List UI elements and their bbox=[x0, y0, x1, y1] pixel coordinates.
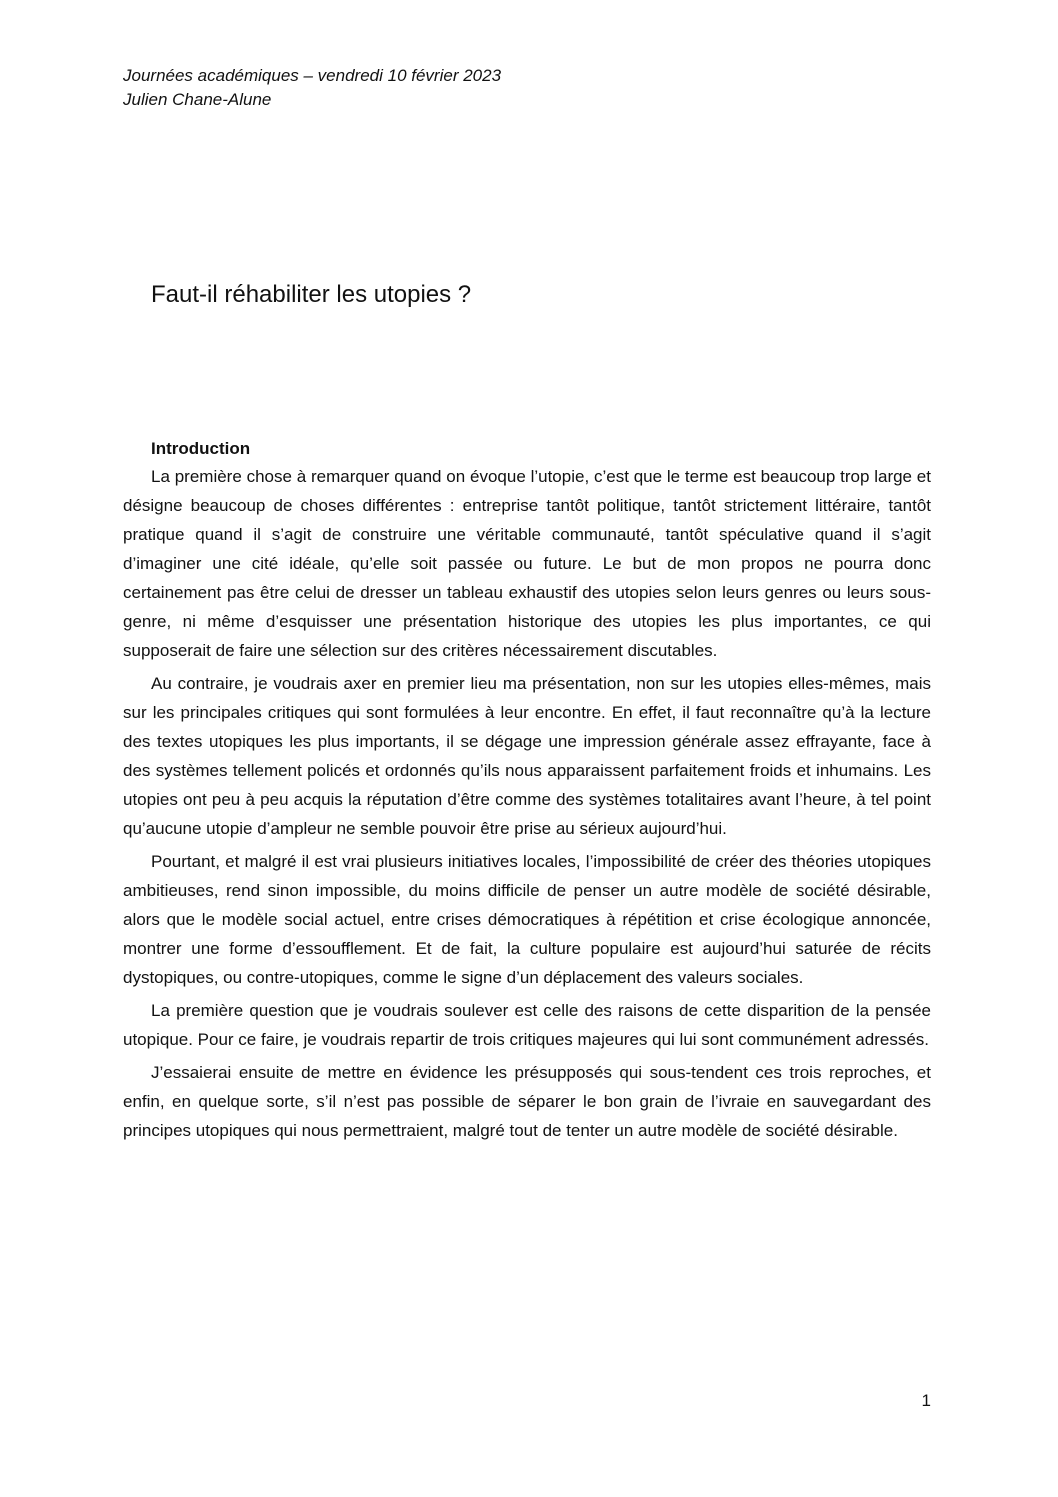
paragraph: J’essaierai ensuite de mettre en évidence les présupposés qui sous-tendent ces trois reproches, et enfin, en quelque sorte, s’il n’est pas possible de séparer le bon grain de l’ivraie en sauvegardant des principes utopiques qui nous permettraient, malgré tout de tenter un autre modèle de société désirable. bbox=[123, 1063, 931, 1140]
paragraph: Au contraire, je voudrais axer en premier lieu ma présentation, non sur les utopies elles-mêmes, mais sur les principales critiques qui sont formulées à leur encontre. En effet, il faut reconnaître qu’à la lecture des textes utopiques les plus importants, il se dégage une impression générale assez effrayante, face à des systèmes tellement policés et ordonnés qu’ils nous apparaissent parfaitement froids et inhumains. Les utopies ont peu à peu acquis la réputation d’être comme des systèmes totalitaires avant l’heure, à tel point qu’aucune utopie d’ampleur ne semble pouvoir être prise au sérieux aujourd’hui. bbox=[123, 674, 931, 838]
page-number: 1 bbox=[921, 1391, 931, 1410]
paragraph: La première question que je voudrais soulever est celle des raisons de cette disparition de la pensée utopique. Pour ce faire, je voudrais repartir de trois critiques majeures qui lui sont communément adressés. bbox=[123, 1001, 931, 1049]
document-body bbox=[123, 436, 931, 1149]
section-heading: Introduction bbox=[151, 439, 251, 458]
event-line: Journées académiques – vendredi 10 février 2023 bbox=[123, 66, 502, 85]
author-name: Julien Chane-Alune bbox=[123, 90, 272, 109]
document-title: Faut-il réhabiliter les utopies ? bbox=[151, 281, 472, 308]
document-header bbox=[123, 64, 501, 112]
paragraph: Pourtant, et malgré il est vrai plusieurs initiatives locales, l’impossibilité de créer des théories utopiques ambitieuses, rend sinon impossible, du moins difficile de penser un autre modèle de société désirable, alors que le modèle social actuel, entre crises démocratiques à répétition et crise écologique annoncée, montrer une forme d’essoufflement. Et de fait, la culture populaire est aujourd’hui saturée de récits dystopiques, ou contre-utopiques, comme le signe d’un déplacement des valeurs sociales. bbox=[123, 852, 931, 987]
paragraph: La première chose à remarquer quand on évoque l’utopie, c’est que le terme est beaucoup trop large et désigne beaucoup de choses différentes : entreprise tantôt politique, tantôt strictement littéraire, tantôt pratique quand il s’agit de construire une véritable communauté, tantôt spéculative quand il s’agit d’imaginer une cité idéale, qu’elle soit passée ou future. Le but de mon propos ne pourra donc certainement pas être celui de dresser un tableau exhaustif des utopies selon leurs genres ou leurs sous-genre, ni même d’esquisser une présentation historique des utopies les plus importantes, ce qui supposerait de faire une sélection sur des critères nécessairement discutables. bbox=[123, 467, 931, 660]
